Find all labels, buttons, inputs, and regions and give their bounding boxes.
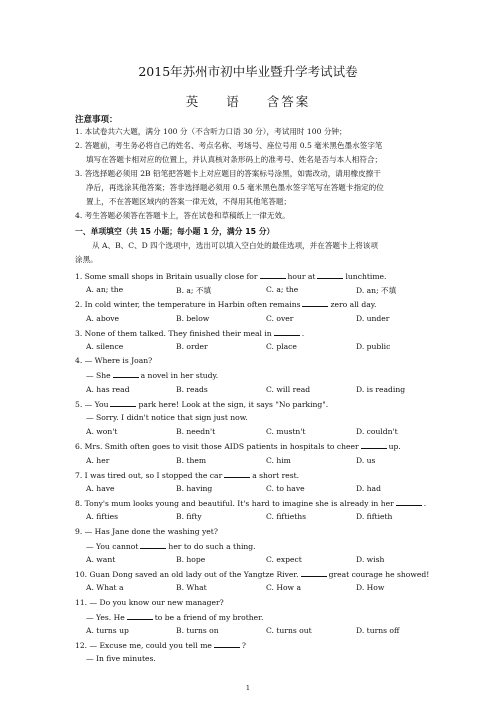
stem-text: a short rest. bbox=[252, 470, 300, 480]
answer-blank bbox=[317, 271, 343, 279]
answer-option: C. turns out bbox=[266, 626, 312, 635]
answer-blank bbox=[113, 370, 139, 378]
answer-blank bbox=[361, 441, 387, 449]
stem-text: 11. — Do you know our new manager? bbox=[75, 597, 224, 607]
stem-text: . bbox=[423, 499, 427, 509]
stem-text: 6. Mrs. Smith often goes to visit those AIDS patients in hospitals to cheer bbox=[75, 442, 359, 452]
answer-option: C. place bbox=[266, 342, 297, 351]
stem-text: to be a friend of my brother. bbox=[154, 612, 264, 622]
question-stem bbox=[75, 441, 401, 451]
stem-text: 8. Tony's mum looks young and beautiful. It's hard to imagine she is already in her bbox=[75, 499, 394, 509]
answer-option: B. needn't bbox=[176, 427, 216, 437]
stem-text: 2. In cold winter, the temperature in Harbin often remains bbox=[75, 300, 301, 310]
question-stem bbox=[75, 271, 386, 281]
page-title: 2015年苏州市初中毕业暨升学考试试卷 bbox=[138, 64, 358, 79]
answer-option: A. has read bbox=[86, 384, 130, 394]
answer-option: C. How a bbox=[266, 583, 302, 593]
stem-text: — She bbox=[86, 371, 111, 381]
stem-text: 5. — You bbox=[75, 399, 109, 409]
answer-option: D. fiftieth bbox=[356, 512, 393, 522]
notes-line: 填写在答题卡相对应的位置上，并认真核对条形码上的准考号、姓名是否与本人相符合； bbox=[86, 155, 383, 164]
stem-text: park here! Look at the sign, it says "No parking". bbox=[138, 399, 329, 409]
answer-option: C. will read bbox=[266, 384, 311, 394]
answer-option: B. fifty bbox=[176, 512, 202, 522]
answer-blank bbox=[214, 640, 240, 648]
stem-text: 3. None of them talked. They finished their meal in bbox=[75, 328, 272, 338]
answer-option: D. under bbox=[356, 313, 390, 323]
answer-option: D. couldn't bbox=[356, 427, 398, 437]
answer-option: A. have bbox=[86, 484, 115, 493]
answer-option: C. expect bbox=[266, 555, 302, 564]
answer-option: A. won't bbox=[86, 427, 118, 437]
stem-text: . bbox=[301, 328, 305, 338]
stem-text: ? bbox=[241, 641, 246, 651]
page-number: 1 bbox=[245, 684, 251, 692]
answer-option: B. having bbox=[176, 484, 213, 493]
answer-option: C. fiftieths bbox=[266, 512, 307, 522]
notes-line: 净后，再选涂其他答案；答非选择题必须用 0.5 毫米黑色墨水签字笔写在答题卡指定的位 bbox=[86, 183, 384, 192]
stem-text: 1. Some small shops in Britain usually close for bbox=[75, 272, 258, 281]
notes-line: 2. 答题前，考生务必将自己的姓名、考点名称、考场号、座位号用 0.5 毫米黑色墨水签字笔 bbox=[75, 141, 383, 150]
answer-option: C. a; the bbox=[266, 285, 299, 295]
subtitle-part: 语 bbox=[226, 94, 241, 109]
question-stem bbox=[75, 299, 376, 309]
answer-option: B. a; 不填 bbox=[176, 286, 212, 296]
answer-option: A. fifties bbox=[86, 512, 119, 522]
stem-text: lunchtime. bbox=[345, 272, 387, 281]
stem-text: — In five minutes. bbox=[86, 654, 156, 664]
answer-option: D. turns off bbox=[356, 626, 400, 635]
answer-blank bbox=[140, 541, 166, 549]
page-subtitle bbox=[0, 92, 496, 110]
stem-text: 4. — Where is Joan? bbox=[75, 356, 153, 366]
question-stem bbox=[75, 569, 429, 579]
question-stem bbox=[86, 654, 156, 663]
question-stem bbox=[86, 413, 248, 422]
stem-text: — Yes. He bbox=[86, 612, 125, 622]
answer-option: A. turns up bbox=[86, 626, 129, 635]
section-heading: 一、单项填空（共 15 小题；每小题 1 分，满分 15 分） bbox=[75, 227, 275, 236]
answer-option: D. an; 不填 bbox=[356, 286, 397, 296]
answer-option: B. below bbox=[176, 313, 210, 323]
stem-text: hour at bbox=[287, 272, 316, 281]
stem-text: up. bbox=[388, 442, 401, 452]
answer-blank bbox=[302, 299, 328, 307]
answer-blank bbox=[260, 271, 286, 279]
question-stem bbox=[75, 598, 224, 607]
question-stem bbox=[75, 356, 152, 365]
stem-text: a novel in her study. bbox=[140, 371, 219, 381]
answer-option: A. an; the bbox=[86, 285, 124, 295]
stem-text: 9. — Has Jane done the washing yet? bbox=[75, 526, 218, 536]
notes-line: 3. 答选择题必须用 2B 铅笔把答题卡上对应题目的答案标号涂黑，如需改动，请用橡皮擦干 bbox=[75, 169, 381, 178]
question-stem bbox=[75, 527, 218, 536]
answer-blank bbox=[224, 470, 250, 478]
stem-text: 7. I was tired out, so I stopped the car bbox=[75, 470, 223, 480]
answer-option: A. What a bbox=[86, 583, 124, 593]
answer-option: D. is reading bbox=[356, 384, 406, 394]
answer-option: D. us bbox=[356, 455, 376, 465]
answer-option: A. silence bbox=[86, 342, 124, 351]
answer-blank bbox=[301, 569, 327, 577]
answer-option: D. How bbox=[356, 583, 385, 593]
stem-text: 12. — Excuse me, could you tell me bbox=[75, 641, 212, 651]
stem-text: — You cannot bbox=[86, 541, 139, 551]
section-instruction: 涂黑。 bbox=[75, 255, 98, 264]
answer-blank bbox=[274, 328, 300, 336]
answer-option: C. him bbox=[266, 455, 291, 465]
question-stem bbox=[75, 640, 246, 650]
question-stem bbox=[86, 612, 263, 622]
answer-option: B. hope bbox=[176, 555, 206, 564]
section-instruction: 从 A、B、C、D 四个选项中，选出可以填入空白处的最佳选项，并在答题卡上将该项 bbox=[92, 241, 378, 250]
subtitle-part: 含答案 bbox=[266, 94, 311, 109]
answer-option: B. turns on bbox=[176, 626, 219, 635]
answer-option: C. over bbox=[266, 313, 294, 323]
answer-option: A. want bbox=[86, 555, 116, 564]
stem-text: her to do such a thing. bbox=[168, 541, 256, 551]
question-stem bbox=[75, 328, 304, 338]
answer-blank bbox=[127, 612, 153, 620]
answer-option: B. What bbox=[176, 583, 207, 593]
notes-line: 4. 考生答题必须答在答题卡上，答在试卷和草稿纸上一律无效。 bbox=[75, 211, 290, 220]
answer-option: B. order bbox=[176, 342, 208, 351]
answer-option: C. mustn't bbox=[266, 427, 306, 437]
stem-text: — Sorry. I didn't notice that sign just now. bbox=[86, 413, 248, 422]
question-stem bbox=[75, 399, 328, 409]
answer-option: C. to have bbox=[266, 484, 305, 493]
question-stem bbox=[75, 470, 299, 480]
stem-text: great courage he showed! bbox=[328, 570, 430, 580]
answer-blank bbox=[110, 399, 136, 407]
question-stem bbox=[75, 498, 426, 508]
answer-option: D. wish bbox=[356, 555, 385, 564]
notes-heading: 注意事项： bbox=[75, 115, 118, 125]
answer-option: D. had bbox=[356, 484, 381, 493]
answer-option: A. above bbox=[86, 313, 120, 323]
notes-line: 置上，不在答题区域内的答案一律无效，不得用其他笔答题； bbox=[86, 197, 292, 206]
answer-option: A. her bbox=[86, 455, 110, 465]
stem-text: 10. Guan Dong saved an old lady out of the Yangtze River. bbox=[75, 570, 299, 580]
answer-blank bbox=[396, 498, 422, 506]
answer-option: B. reads bbox=[176, 384, 208, 394]
answer-option: B. them bbox=[176, 455, 207, 465]
notes-line: 1. 本试卷共六大题，满分 100 分（不含听力口语 30 分），考试用时 100 分钟； bbox=[75, 127, 347, 136]
answer-option: D. public bbox=[356, 342, 391, 351]
question-stem bbox=[86, 541, 256, 551]
question-stem bbox=[86, 370, 218, 380]
subtitle-part: 英 bbox=[185, 94, 201, 109]
stem-text: zero all day. bbox=[330, 300, 377, 310]
